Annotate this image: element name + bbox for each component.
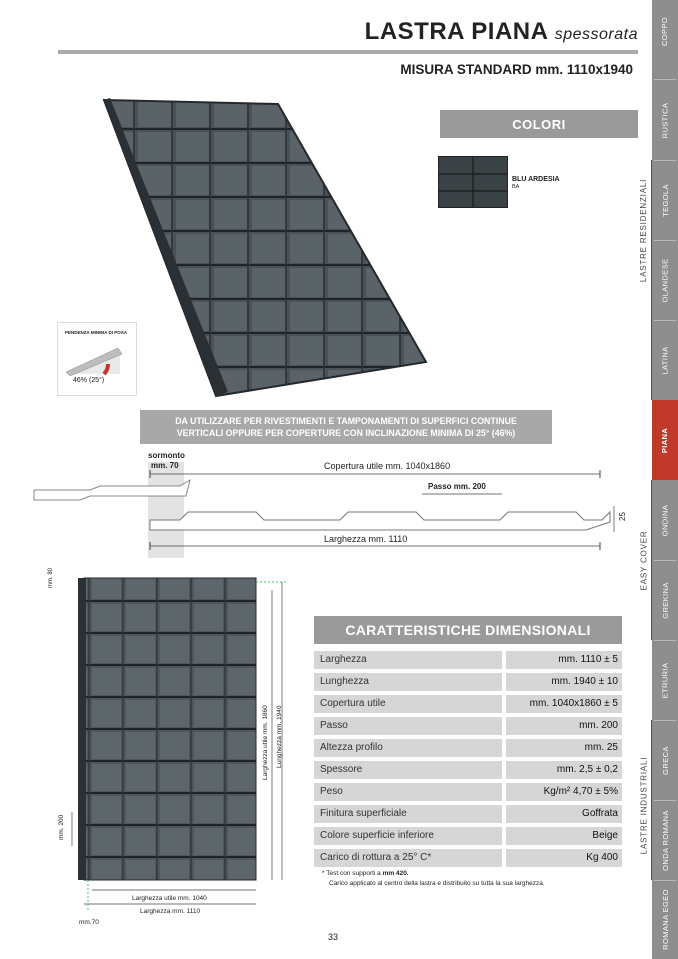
product-image [98, 96, 433, 398]
spec-row: Spessore mm. 2,5 ± 0,2 [314, 761, 622, 779]
spec-row: Copertura utile mm. 1040x1860 ± 5 [314, 695, 622, 713]
specs-heading: CARATTERISTICHE DIMENSIONALI [314, 616, 622, 644]
useful-length-label: Larghezza utile mm. 1860 [262, 705, 269, 780]
spec-row: Passo mm. 200 [314, 717, 622, 735]
group-label-residenziali: LASTRE RESIDENZIALI [639, 178, 649, 282]
group-bar-easy-cover [651, 480, 652, 640]
usage-line-1: DA UTILIZZARE PER RIVESTIMENTI E TAMPONAMENTI DI SUPERFICI CONTINUE [175, 416, 517, 426]
tab-greca[interactable]: GRECA [660, 745, 670, 775]
larghezza-label: Larghezza mm. 1110 [324, 534, 408, 544]
top-overlap-label: mm. 80 [48, 567, 54, 588]
spec-row: Altezza profilo mm. 25 [314, 739, 622, 757]
tab-ondina[interactable]: ONDINA [660, 504, 670, 536]
tab-onda-romana[interactable]: ONDA ROMANA [660, 809, 670, 871]
tab-romana-egeo[interactable]: ROMANA EGEO [660, 889, 670, 950]
length-label: Lunghezza mm. 1940 [276, 705, 283, 768]
group-label-industriali: LASTRE INDUSTRIALI [639, 756, 649, 854]
header-rule [58, 50, 638, 54]
colori-heading: COLORI [440, 110, 638, 138]
title-main: LASTRA PIANA [364, 18, 548, 45]
tab-rustica[interactable]: RUSTICA [660, 102, 670, 138]
tab-grekina[interactable]: GREKINA [660, 581, 670, 619]
width-label: Larghezza mm. 1110 [140, 908, 201, 915]
swatch-tile-pattern [439, 157, 507, 207]
spec-row: Larghezza mm. 1110 ± 5 [314, 651, 622, 669]
group-bar-industriali [651, 720, 652, 880]
copertura-label: Copertura utile mm. 1040x1860 [324, 461, 451, 471]
tab-coppo[interactable]: COPPO [660, 16, 670, 46]
sormonto-value: mm. 70 [151, 461, 179, 470]
group-label-easy-cover: EASY COVER [639, 530, 649, 590]
page-number: 33 [328, 932, 339, 942]
altezza-label: 25 [617, 512, 627, 521]
plan-drawing [56, 570, 296, 915]
pendenza-value: 46% (25°) [73, 377, 105, 384]
tab-tegola[interactable]: TEGOLA [660, 183, 670, 217]
swatch-name: BLU ARDESIA [512, 176, 560, 183]
side-overlap-label: mm.70 [79, 919, 99, 926]
useful-width-label: Larghezza utile mm. 1040 [132, 895, 207, 902]
swatch-code: BA [512, 184, 520, 190]
specs-footnote-1: * Test con supporti a mm 420. [322, 870, 409, 877]
color-swatch-blu-ardesia[interactable] [438, 156, 508, 208]
spec-row: Lunghezza mm. 1940 ± 10 [314, 673, 622, 691]
spec-row: Finitura superficiale Goffrata [314, 805, 622, 823]
spec-row: Carico di rottura a 25° C* Kg 400 [314, 849, 622, 867]
usage-banner [140, 410, 552, 444]
specs-footnote-2: Carico applicato al centro della lastra e distribuito su tutta la sua larghezza. [329, 880, 545, 887]
page-title [300, 18, 638, 46]
product-sidebar [652, 0, 678, 959]
usage-line-2: VERTICALI OPPURE PER COPERTURE CON INCLINAZIONE MINIMA DI 25° (46%) [176, 428, 516, 438]
tab-piana[interactable]: PIANA [652, 400, 678, 480]
group-bar-residenziali [651, 160, 652, 400]
row-pitch-label: mm. 200 [58, 814, 65, 840]
title-light: spessorata [554, 26, 638, 43]
tab-etruria[interactable]: ETRURIA [660, 662, 670, 698]
passo-label: Passo mm. 200 [428, 482, 486, 491]
tab-olandese[interactable]: OLANDESE [660, 257, 670, 303]
sormonto-label: sormonto [148, 451, 185, 460]
pendenza-icon [64, 344, 128, 376]
pendenza-title: PENDENZA MINIMA DI POSA [65, 330, 127, 335]
spec-row: Peso Kg/m² 4,70 ± 5% [314, 783, 622, 801]
spec-row: Colore superficie inferiore Beige [314, 827, 622, 845]
page-subtitle: MISURA STANDARD mm. 1110x1940 [400, 62, 633, 77]
tab-latina[interactable]: LATINA [660, 345, 670, 375]
